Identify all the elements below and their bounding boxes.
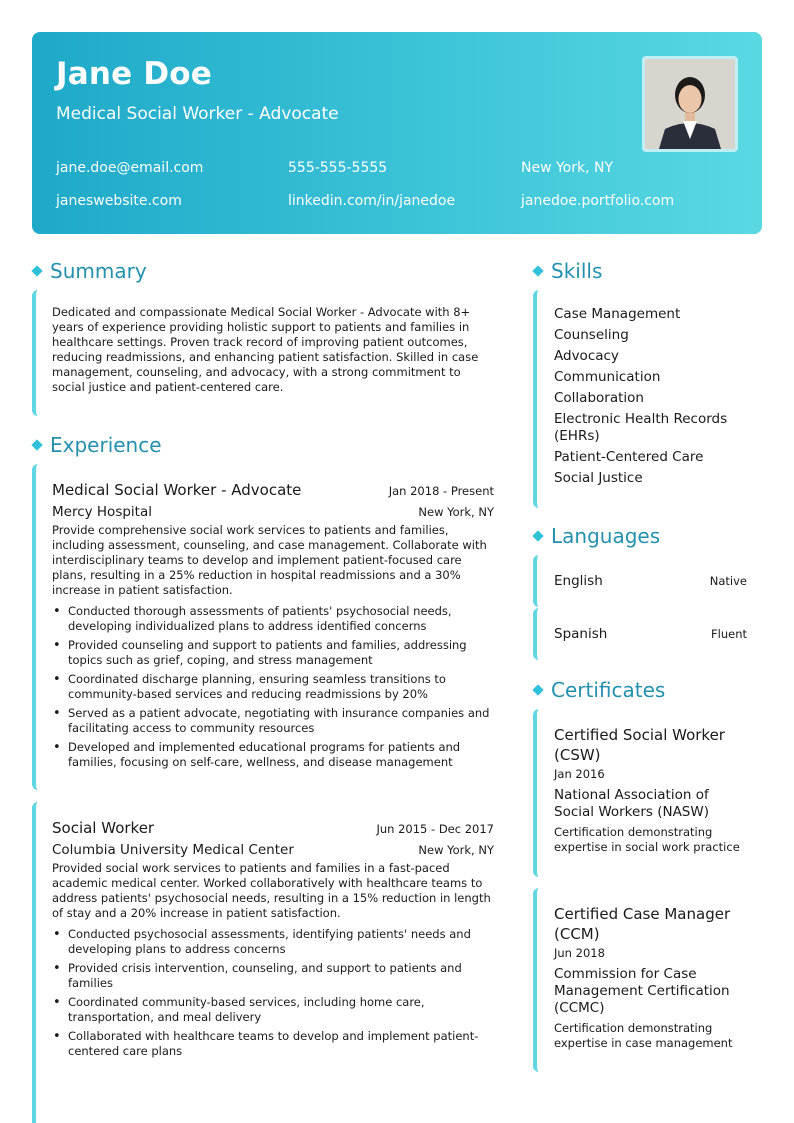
summary-block xyxy=(32,290,494,416)
job-bullets xyxy=(52,927,494,1059)
skill-item: Communication xyxy=(554,369,661,385)
language-name: English xyxy=(554,573,603,589)
language-level: Native xyxy=(709,574,747,588)
language-name: Spanish xyxy=(554,626,608,642)
certificate-name: Certified Case Manager (CCM) xyxy=(554,905,731,943)
skill-item: Patient-Centered Care xyxy=(554,449,704,465)
list-item: • Collaborated with healthcare teams to develop and implement patient-centered care plans xyxy=(52,1029,494,1059)
language-row xyxy=(533,608,747,660)
candidate-name: Jane Doe xyxy=(56,56,212,92)
job-dates: Jan 2018 - Present xyxy=(388,484,494,498)
linkedin-link[interactable]: linkedin.com/in/janedoe xyxy=(288,193,456,209)
list-item: • Provided crisis intervention, counseling, and support to patients and families xyxy=(52,961,494,991)
certificate-issuer: Commission for Case Management Certification (CCMC) xyxy=(554,966,730,1016)
skill-item: Advocacy xyxy=(554,348,619,364)
diamond-bullet-icon xyxy=(31,439,42,450)
diamond-bullet-icon xyxy=(532,684,543,695)
person-avatar-icon xyxy=(645,59,735,149)
language-level: Fluent xyxy=(711,627,747,641)
portfolio-link[interactable]: janedoe.portfolio.com xyxy=(521,193,675,209)
skill-item: Social Justice xyxy=(554,470,643,486)
job-company: Mercy Hospital xyxy=(52,504,152,520)
job-location: New York, NY xyxy=(418,843,494,857)
job-role: Social Worker xyxy=(52,819,155,837)
experience-heading: Experience xyxy=(33,433,162,457)
job-role: Medical Social Worker - Advocate xyxy=(52,481,302,499)
list-item: • Developed and implemented educational programs for patients and families, focusing on self-care, wellness, and disease management xyxy=(52,740,494,770)
job-location: New York, NY xyxy=(418,505,494,519)
skill-item: Counseling xyxy=(554,327,629,343)
job-description: Provided social work services to patients and families in a fast-paced academic medical center. Worked collaboratively with healthcare teams to address patients' psychosocial needs, resulting in a 15% reduction in length of stay and a 20% increase in patient satisfaction. xyxy=(52,861,491,920)
list-item: • Conducted psychosocial assessments, identifying patients' needs and developing plans to address concerns xyxy=(52,927,494,957)
experience-entry xyxy=(32,464,494,790)
list-item: • Coordinated discharge planning, ensuring seamless transitions to community-based services and reducing readmissions by 20% xyxy=(52,672,494,702)
candidate-title: Medical Social Worker - Advocate xyxy=(56,104,339,124)
certificate-issuer: National Association of Social Workers (NASW) xyxy=(554,787,709,820)
list-item: • Served as a patient advocate, negotiating with insurance companies and facilitating access to community resources xyxy=(52,706,494,736)
skills-heading: Skills xyxy=(534,259,602,283)
diamond-bullet-icon xyxy=(31,265,42,276)
list-item: • Provided counseling and support to patients and families, addressing topics such as grief, coping, and stress management xyxy=(52,638,494,668)
certificates-heading: Certificates xyxy=(534,678,665,702)
job-bullets xyxy=(52,604,494,770)
certificate-date: Jun 2018 xyxy=(554,946,605,960)
list-item: • Conducted thorough assessments of patients' psychosocial needs, developing individualized plans to address identified concerns xyxy=(52,604,494,634)
job-dates: Jun 2015 - Dec 2017 xyxy=(376,822,494,836)
summary-text: Dedicated and compassionate Medical Social Worker - Advocate with 8+ years of experience providing holistic support to patients and families in healthcare settings. Proven track record of improving patient outcomes, reducing readmissions, and enhancing patient satisfaction. Skilled in case management, counseling, and advocacy, with a strong commitment to social justice and patient-centered care. xyxy=(52,305,479,394)
profile-photo xyxy=(642,56,738,152)
certificate-entry xyxy=(533,888,747,1072)
experience-entry xyxy=(32,802,494,1123)
job-description: Provide comprehensive social work services to patients and families, including assessment, counseling, and case management. Collaborate with interdisciplinary teams to develop and implement patient-focused care plans, resulting in a 25% reduction in hospital readmissions and a 30% increase in patient satisfaction. xyxy=(52,523,487,597)
skill-item: Case Management xyxy=(554,306,681,322)
certificate-description: Certification demonstrating expertise in social work practice xyxy=(554,825,740,854)
job-company: Columbia University Medical Center xyxy=(52,842,294,858)
skills-block xyxy=(533,290,747,508)
location-text: New York, NY xyxy=(521,160,614,176)
certificate-date: Jan 2016 xyxy=(554,767,605,781)
summary-heading: Summary xyxy=(33,259,147,283)
email-link[interactable]: jane.doe@email.com xyxy=(56,160,204,176)
list-item: • Coordinated community-based services, including home care, transportation, and meal delivery xyxy=(52,995,494,1025)
phone-text: 555-555-5555 xyxy=(288,160,388,176)
diamond-bullet-icon xyxy=(532,265,543,276)
language-row xyxy=(533,555,747,607)
certificate-name: Certified Social Worker (CSW) xyxy=(554,726,725,764)
skill-item: Electronic Health Records (EHRs) xyxy=(554,411,728,444)
skill-item: Collaboration xyxy=(554,390,644,406)
diamond-bullet-icon xyxy=(532,530,543,541)
website-link[interactable]: janeswebsite.com xyxy=(56,193,182,209)
resume-header xyxy=(32,32,762,234)
languages-heading: Languages xyxy=(534,524,660,548)
certificate-entry xyxy=(533,709,747,877)
certificate-description: Certification demonstrating expertise in case management xyxy=(554,1021,733,1050)
